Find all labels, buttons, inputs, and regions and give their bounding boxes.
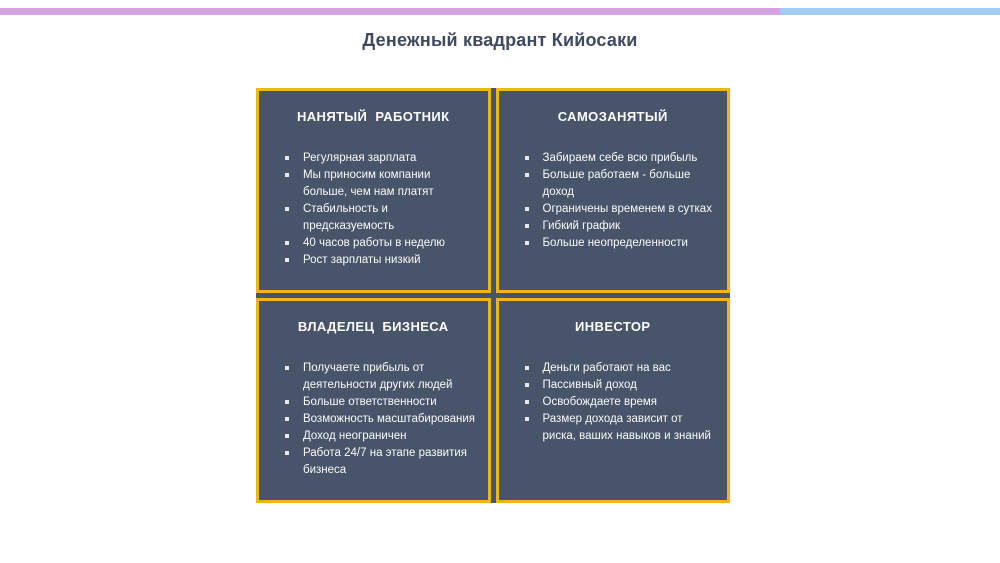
list-item	[525, 167, 716, 201]
bullet-square-icon	[525, 156, 529, 160]
list-item-text: Деньги работают на вас	[542, 362, 671, 374]
list-item	[285, 201, 476, 235]
list-item	[525, 411, 716, 445]
list-item-text: Пассивный доход	[542, 379, 637, 391]
bullet-square-icon	[525, 400, 529, 404]
list-item	[285, 428, 476, 445]
bullet-square-icon	[525, 207, 529, 211]
accent-bar-left-segment	[0, 8, 780, 15]
quadrant-list	[269, 360, 478, 479]
list-item	[285, 252, 476, 269]
quadrant-title: ИНВЕСТОР	[575, 319, 651, 334]
list-item-text: Освобождаете время	[542, 396, 658, 408]
list-item	[525, 377, 716, 394]
quadrant-list	[269, 150, 478, 269]
quadrant-title: ВЛАДЕЛЕЦ БИЗНЕСА	[297, 319, 449, 334]
list-item-text: Забираем себе всю прибыль	[542, 152, 698, 164]
list-item-text: Рост зарплаты низкий	[303, 254, 421, 266]
quadrant-self-employed	[496, 88, 731, 293]
accent-bar-right-segment	[780, 8, 1000, 15]
list-item	[285, 445, 476, 479]
list-item	[285, 235, 476, 252]
list-item	[525, 201, 716, 218]
quadrant-list	[509, 360, 718, 445]
top-accent-bar	[0, 8, 1000, 15]
list-item	[525, 218, 716, 235]
list-item-text: Больше работаем - больше доход	[542, 169, 691, 198]
bullet-square-icon	[525, 224, 529, 228]
bullet-square-icon	[525, 366, 529, 370]
bullet-square-icon	[525, 173, 529, 177]
list-item	[525, 360, 716, 377]
quadrant-employee	[256, 88, 491, 293]
list-item-text: Больше неопределенности	[542, 237, 688, 249]
bullet-square-icon	[285, 451, 289, 455]
list-item-text: Возможность масштабирования	[303, 413, 476, 425]
quadrant-title: САМОЗАНЯТЫЙ	[557, 109, 668, 124]
list-item	[525, 235, 716, 252]
bullet-square-icon	[285, 417, 289, 421]
quadrant-list	[509, 150, 718, 252]
bullet-square-icon	[285, 207, 289, 211]
list-item	[285, 150, 476, 167]
bullet-square-icon	[285, 400, 289, 404]
bullet-square-icon	[285, 156, 289, 160]
quadrant-investor	[496, 298, 731, 503]
list-item-text: Работа 24/7 на этапе развития бизнеса	[303, 447, 468, 476]
list-item-text: Гибкий график	[542, 220, 621, 232]
bullet-square-icon	[525, 383, 529, 387]
bullet-square-icon	[525, 417, 529, 421]
list-item-text: Регулярная зарплата	[303, 152, 417, 164]
list-item-text: Ограничены временем в сутках	[542, 203, 712, 215]
bullet-square-icon	[285, 241, 289, 245]
quadrant-grid	[256, 88, 730, 503]
bullet-square-icon	[285, 258, 289, 262]
list-item-text: Доход неограничен	[303, 430, 407, 442]
list-item-text: Больше ответственности	[303, 396, 437, 408]
list-item	[285, 394, 476, 411]
list-item-text: Мы приносим компании больше, чем нам платят	[303, 169, 434, 198]
list-item-text: 40 часов работы в неделю	[303, 237, 446, 249]
quadrant-title: НАНЯТЫЙ РАБОТНИК	[296, 109, 450, 124]
bullet-square-icon	[285, 173, 289, 177]
list-item-text: Стабильность и предсказуемость	[303, 203, 395, 232]
list-item	[525, 150, 716, 167]
list-item	[285, 167, 476, 201]
quadrant-business-owner	[256, 298, 491, 503]
list-item	[525, 394, 716, 411]
bullet-square-icon	[525, 241, 529, 245]
slide-title: Денежный квадрант Кийосаки	[362, 30, 638, 50]
list-item	[285, 411, 476, 428]
list-item-text: Размер дохода зависит от риска, ваших навыков и знаний	[542, 413, 711, 442]
list-item	[285, 360, 476, 394]
bullet-square-icon	[285, 366, 289, 370]
bullet-square-icon	[285, 434, 289, 438]
list-item-text: Получаете прибыль от деятельности других людей	[303, 362, 453, 391]
